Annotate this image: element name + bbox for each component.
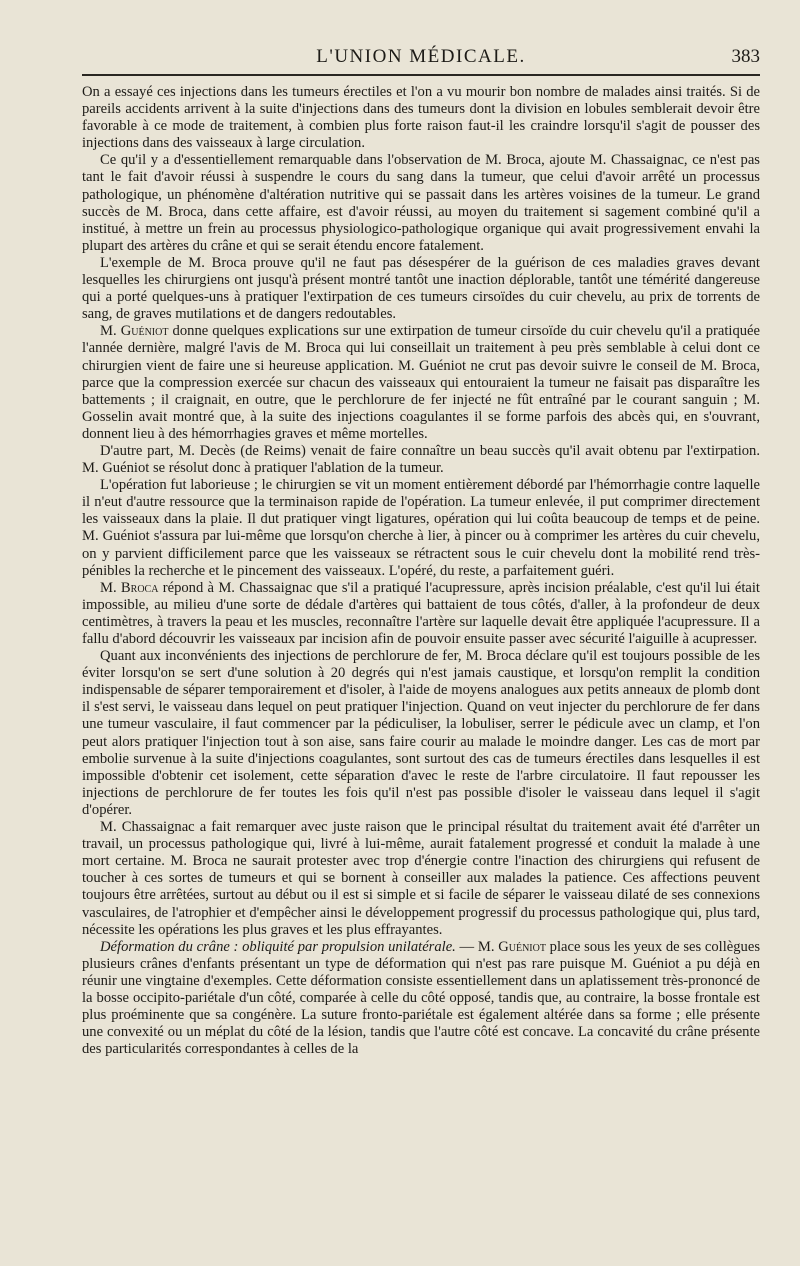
heading-separator: — M. <box>455 938 499 955</box>
article-body <box>82 84 760 1058</box>
speaker-name: Guéniot <box>498 938 546 955</box>
paragraph <box>82 84 760 152</box>
paragraph <box>82 323 760 443</box>
paragraph <box>82 443 760 477</box>
page-number: 383 <box>731 46 760 67</box>
running-title: L'UNION MÉDICALE. <box>316 46 526 67</box>
section-heading: Déformation du crâne : obliquité par propulsion unilatérale. <box>100 938 456 955</box>
speaker-name: M. Guéniot <box>100 323 169 340</box>
paragraph-text: M. Chassaignac a fait remarquer avec juste raison que le principal résultat du traitement avait été d'arrêter un travail, un processus pathologique qui, livré à lui-même, aurait fatalement progressé et conduit la malade à une mort certaine. M. Broca ne saurait protester avec trop d'énergie contre l'inaction des chirurgiens qui refusent de toucher à ces sortes de tumeurs et qui se bornent à conseiller aux malades la patience. Ces affections peuvent toujours être arrêtées, surtout au début ou il est si simple et si facile de séparer le vaisseau dilaté de ses connexions vasculaires, de l'atrophier et d'empêcher ainsi le développement progressif du processus pathologique qui, plus tard, nécessite les opérations les plus graves et les plus effrayantes. <box>82 819 760 938</box>
paragraph-text: D'autre part, M. Decès (de Reims) venait de faire connaître un beau succès qu'il avait obtenu par l'extirpation. M. Guéniot se résolut donc à pratiquer l'ablation de la tumeur. <box>82 442 760 477</box>
paragraph <box>82 819 760 939</box>
page-header <box>82 44 760 76</box>
paragraph-text: donne quelques explications sur une extirpation de tumeur cirsoïde du cuir chevelu qu'il a pratiquée l'année dernière, malgré l'avis de M. Broca qui lui conseillait un traitement à peu près semblable à celui dont ce chirurgien vient de faire une si heureuse application. M. Guéniot ne crut pas devoir suivre le conseil de M. Broca, parce que la compression exercée sur chacun des vaisseaux qui entouraient la tumeur ne faisait pas disparaître les battements ; il craignait, en outre, que le perchlorure de fer injecté ne fût entraîné par le courant sanguin ; M. Gosselin avait montré que, à la suite des injections coagulantes il se forme parfois des abcès qui, en s'ouvrant, donnent lieu à des hémorrhagies graves et même mortelles. <box>82 323 760 442</box>
speaker-name: M. Broca <box>100 579 159 596</box>
paragraph-text: L'exemple de M. Broca prouve qu'il ne faut pas désespérer de la guérison de ces maladies graves devant lesquelles les chirurgiens ont jusqu'à présent montré tantôt une inaction déplorable, tantôt une témérité dangereuse qui a porté quelques-uns à pratiquer l'extirpation de ces tumeurs cirsoïdes du cuir chevelu, au prix de torrents de sang, de graves mutilations et de dangers redoutables. <box>82 254 760 323</box>
paragraph-text: place sous les yeux de ses collègues plusieurs crânes d'enfants présentant un type de déformation qui n'est pas rare puisque M. Guéniot a pu déjà en réunir une vingtaine d'exemples. Cette déformation consiste essentiellement dans un aplatissement très-prononcé de la bosse occipito-pariétale d'un côté, comparée à celle du côté opposé, tandis que, au contraire, la bosse frontale est plus proéminente que sa congénère. La suture fronto-pariétale est également altérée dans sa forme ; elle présente une convexité ou un méplat du côté de la lésion, tandis que l'autre côté est concave. La concavité du crâne présente des particularités correspondantes à celles de la <box>82 938 761 1058</box>
paragraph-text: Ce qu'il y a d'essentiellement remarquable dans l'observation de M. Broca, ajoute M. Chassaignac, ce n'est pas tant le fait d'avoir réussi à suspendre le cours du sang dans la tumeur, que celui d'avoir arrêté un processus pathologique, un phénomène d'altération nutritive qui se passait dans les artères voisines de la tumeur. Le grand succès de M. Broca, dans cette affaire, est d'avoir réussi, au moyen du traitement si sagement combiné qu'il a institué, à mettre un frein au processus physiologico-pathologique organique qui avait progressivement envahi la plupart des artères du crâne et qui se serait étendu encore fatalement. <box>82 152 760 254</box>
paragraph <box>82 580 760 648</box>
paragraph-text: répond à M. Chassaignac que s'il a pratiqué l'acupressure, après incision préalable, c'est qu'il lui était impossible, au milieu d'une sorte de dédale d'artères qui battaient de tous côtés, d'aller, à la profondeur de deux centimètres, à travers la peau et les muscles, reconnaître l'artère sur laquelle devait être appliquée l'acupressure. Il a fallu d'abord découvrir les vaisseaux par incision afin de pouvoir ensuite passer avec sécurité l'aiguille à acupresser. <box>82 579 760 647</box>
paragraph <box>82 939 760 1059</box>
paragraph <box>82 152 760 255</box>
paragraph <box>82 255 760 323</box>
paragraph-text: L'opération fut laborieuse ; le chirurgien se vit un moment entièrement débordé par l'hémorrhagie contre laquelle il n'eut d'autre ressource que la terminaison rapide de l'opération. La tumeur enlevée, il put comprimer directement les vaisseaux dans la plaie. Il dut pratiquer vingt ligatures, opération qui lui coûta beaucoup de temps et de peine. M. Guéniot s'assura par lui-même que lorsqu'on cherche à lier, à pincer ou à comprimer les artères du cuir chevelu, on y parvient difficilement parce que les vaisseaux se rétractent sous le cuir chevelu dont la mobilité rend très-pénibles la recherche et le pincement des vaisseaux. L'opéré, du reste, a parfaitement guéri. <box>82 477 760 579</box>
paragraph <box>82 648 760 819</box>
paragraph-text: On a essayé ces injections dans les tumeurs érectiles et l'on a vu mourir bon nombre de malades ainsi traités. Si de pareils accidents arrivent à la suite d'injections dans des tumeurs dont la division en lobules semblerait devoir être favorable à ce mode de traitement, à combien plus forte raison faut-il les craindre lorsqu'il s'agit de pousser des injections dans des vaisseaux à large circulation. <box>82 84 760 152</box>
paragraph-text: Quant aux inconvénients des injections de perchlorure de fer, M. Broca déclare qu'il est toujours possible de les éviter lorsqu'on se sert d'une solution à 20 degrés qui n'est jamais caustique, et lorsqu'on remplit la condition indispensable de séparer temporairement et d'isoler, à l'aide de moyens analogues aux petits anneaux de plomb dont il s'est servi, le vaisseau dans lequel on peut pratiquer l'injection. Quand on veut injecter du perchlorure de fer dans une tumeur vasculaire, il faut commencer par la pédiculiser, la lobuliser, serrer le pédicule avec un clamp, et l'on peut alors pratiquer l'injection tout à son aise, sans faire courir au malade le moindre danger. Les cas de mort par embolie survenue à la suite d'injections coagulantes, sont surtout des cas de tumeurs érectiles dans lesquelles il est impossible d'obtenir cet isolement, cette séparation d'avec le reste de l'arbre circulatoire. Il faut repousser les injections de perchlorure de fer toutes les fois qu'il n'est pas possible d'isoler le vaisseau dans lequel il s'agit d'opérer. <box>82 648 760 818</box>
paragraph <box>82 477 760 580</box>
